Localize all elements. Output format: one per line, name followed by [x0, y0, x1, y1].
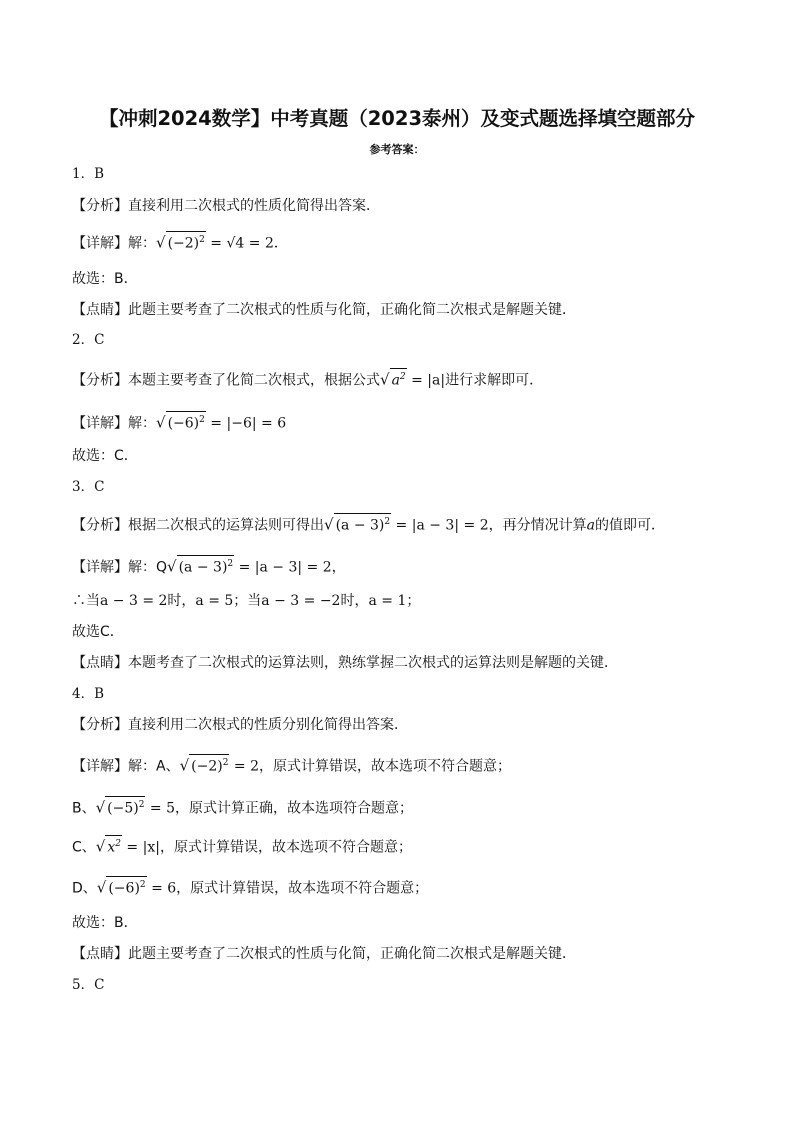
q4-d-label: D、 [72, 880, 97, 897]
q1-answer: 1．B [72, 166, 105, 182]
q1-choose: 故选：B． [72, 271, 138, 287]
radical-sign: √ [380, 370, 390, 389]
q4-a-result: = 2，原式计算错误，故本选项不符合题意； [229, 758, 511, 775]
q4-choose: 故选：B． [72, 915, 138, 931]
q3-analysis [72, 513, 665, 536]
q3-analysis-tail: 的值即可． [594, 517, 665, 534]
q3-choose: 故选C． [72, 624, 124, 640]
q4-c-label: C、 [72, 839, 96, 856]
q4-analysis: 【分析】直接利用二次根式的性质分别化简得出答案． [72, 717, 408, 733]
q3-analysis-mid: ，再分情况计算 [488, 517, 587, 534]
q3-analysis-result: = |a − 3| = 2 [391, 517, 489, 534]
q3-analysis-text: 【分析】根据二次根式的运算法则可得出 [72, 517, 324, 534]
q4-a-radicand: $(-2)^2$ [189, 754, 229, 775]
radical-sign: √ [156, 413, 166, 432]
q4-c-radicand: $x^2$ [105, 835, 122, 856]
q4-option-b [72, 796, 413, 819]
q4-b-result: = 5，原式计算正确，故本选项符合题意； [145, 800, 414, 817]
q2-detail [72, 411, 286, 434]
q3-analysis-radicand: $(a - 3)^2$ [334, 513, 392, 534]
q3-detail-prefix: 【详解】解：Q [72, 559, 168, 576]
q1-comment: 【点睛】此题主要考查了二次根式的性质与化简，正确化简二次根式是解题关键． [72, 302, 576, 318]
radical-sign: √ [96, 878, 107, 897]
radical-sign: √ [95, 837, 106, 856]
q4-b-radicand: $(-5)^2$ [105, 796, 145, 817]
q3-cases: ∴当a − 3 = 2时，a = 5；当a − 3 = −2时，a = 1； [72, 593, 421, 609]
q3-comment: 【点睛】本题考查了二次根式的运算法则，熟练掌握二次根式的运算法则是解题的关键． [72, 655, 618, 671]
q2-choose: 故选：C． [72, 448, 138, 464]
q1-radicand: $(-2)^2$ [166, 231, 206, 252]
q4-comment: 【点睛】此题主要考查了二次根式的性质与化简，正确化简二次根式是解题关键． [72, 946, 576, 962]
q3-detail-radicand: $(a - 3)^2$ [177, 555, 235, 576]
q2-analysis-tail: 进行求解即可． [445, 372, 544, 389]
q4-answer: 4．B [72, 686, 105, 702]
q3-detail-result: = |a − 3| = 2， [234, 559, 346, 576]
q2-analysis [72, 368, 543, 391]
q4-option-a [72, 754, 511, 777]
radical-sign: √ [324, 515, 334, 534]
q2-analysis-text: 【分析】本题主要考查了化简二次根式，根据公式 [72, 372, 380, 389]
q2-detail-prefix: 【详解】解： [72, 415, 156, 432]
q1-detail [72, 231, 288, 254]
q4-detail-prefix: 【详解】解：A、 [72, 758, 180, 775]
q4-b-label: B、 [72, 800, 96, 817]
page-title: 【冲刺2024数学】中考真题（2023泰州）及变式题选择填空题部分 [98, 107, 696, 130]
radical-sign: √ [95, 798, 106, 817]
q1-detail-prefix: 【详解】解： [72, 235, 156, 252]
q2-answer: 2．C [72, 332, 105, 348]
q4-d-result: = 6，原式计算错误，故本选项不符合题意； [146, 880, 429, 897]
q3-answer: 3．C [72, 479, 105, 495]
q2-detail-result: = |−6| = 6 [205, 415, 287, 432]
radical-sign: √ [156, 233, 166, 252]
q2-radicand: $(-6)^2$ [166, 411, 206, 432]
radical-sign: √ [167, 557, 177, 576]
q4-option-d [72, 876, 428, 899]
q1-analysis: 【分析】直接利用二次根式的性质化简得出答案． [72, 198, 380, 214]
q3-variable: a [586, 517, 595, 534]
q2-formula-result: = |a| [406, 372, 446, 389]
q4-option-c [72, 835, 412, 858]
radical-sign: √ [179, 756, 190, 775]
q4-c-result: = |x|，原式计算错误，故本选项不符合题意； [121, 839, 412, 856]
q3-detail [72, 555, 346, 578]
q4-d-radicand: $(-6)^2$ [106, 876, 146, 897]
q5-answer: 5．C [72, 977, 105, 993]
q1-detail-result: = √4 = 2． [205, 235, 288, 252]
answer-key-heading: 参考答案： [369, 143, 425, 156]
q2-formula-radicand: $a^2$ [390, 368, 407, 389]
